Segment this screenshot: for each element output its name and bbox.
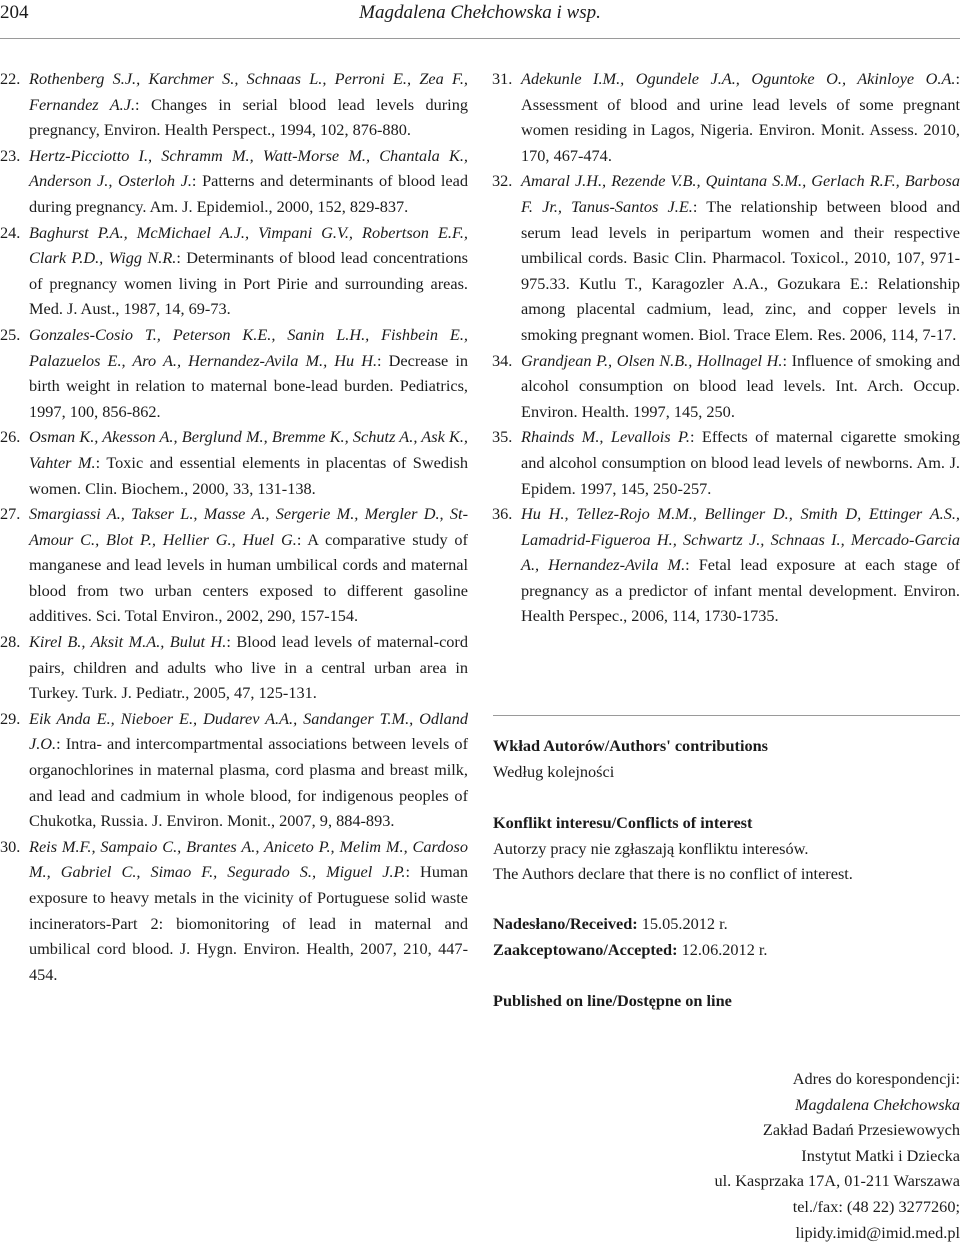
references-right-column	[492, 66, 960, 629]
reference-number: 35.	[492, 427, 513, 447]
contributions-text: Według kolejności	[493, 761, 615, 781]
received-value: 15.05.2012 r.	[637, 914, 728, 933]
reference-authors: Gonzales-Cosio T., Peterson K.E., Sanin L.H., Fishbein E., Palazuelos E., Aro A., Hernandez-Avila M., Hu H.	[29, 324, 468, 370]
page-header	[0, 0, 960, 44]
page-number: 204	[0, 2, 29, 23]
reference-text: : Patterns and determinants of blood lead during pregnancy. Am. J. Epidemiol., 2000, 152, 829-837.	[29, 171, 468, 216]
reference-text: : Influence of smoking and alcohol consumption on blood lead levels. Int. Arch. Occup. Environ. Health. 1997, 145, 250.	[521, 350, 960, 421]
reference-number: 31.	[492, 69, 513, 88]
reference-number: 28.	[0, 632, 21, 652]
conflict-of-interest	[493, 810, 960, 887]
address-email: lipidy.imid@imid.med.pl	[795, 1222, 960, 1242]
references-left-column	[0, 66, 468, 987]
reference-number: 25.	[0, 324, 21, 344]
reference-item	[492, 424, 960, 501]
reference-authors: Adekunle I.M., Ogundele J.A., Oguntoke O., Akinloye O.A.	[521, 69, 956, 88]
reference-number: 27.	[0, 504, 21, 524]
reference-item	[492, 501, 960, 629]
reference-authors: Eik Anda E., Nieboer E., Dudarev A.A., Sandanger T.M., Odland J.O.	[29, 708, 468, 754]
address-line: ul. Kasprzaka 17A, 01-211 Warszawa	[714, 1171, 960, 1191]
reference-authors: Baghurst P.A., McMichael A.J., Vimpani G.V., Robertson E.F., Clark P.D., Wigg N.R.	[29, 222, 468, 268]
received-date	[493, 911, 960, 937]
published-title: Published on line/Dostępne on line	[493, 991, 732, 1010]
reference-text: : A comparative study of manganese and lead levels in human umbilical cords and maternal blood from two urban centers exposed to different gasoline additives. Sci. Total Environ., 2002, 290, 157-154.	[29, 529, 468, 626]
reference-authors: Grandjean P., Olsen N.B., Hollnagel H.	[521, 350, 783, 370]
reference-authors: Amaral J.H., Rezende V.B., Quintana S.M., Gerlach R.F., Barbosa F. Jr., Tanus-Santos J.E.	[521, 171, 960, 216]
reference-number: 36.	[492, 504, 513, 524]
running-head: Magdalena Chełchowska i wsp.	[359, 2, 601, 23]
reference-text: : Changes in serial blood lead levels during pregnancy, Environ. Health Perspect., 1994, 102, 876-880.	[29, 94, 468, 140]
reference-number: 26.	[0, 427, 21, 447]
reference-text: : Fetal lead exposure at each stage of pregnancy as a predictor of infant mental development. Environ. Health Perspec., 2006, 114, 1730-1735.	[521, 555, 960, 626]
received-label: Nadesłano/Received:	[493, 914, 638, 933]
reference-item	[0, 629, 468, 706]
reference-text: : Toxic and essential elements in placentas of Swedish women. Clin. Biochem., 2000, 33, 131-138.	[29, 452, 468, 498]
reference-authors: Osman K., Akesson A., Berglund M., Bremme K., Schutz A., Ask K., Vahter M.	[29, 427, 468, 472]
reference-item	[0, 66, 468, 143]
reference-authors: Hu H., Tellez-Rojo M.M., Bellinger D., Smith D, Ettinger A.S., Lamadrid-Figueroa H., Schwartz J., Schnaas I., Mercado-Garcia A., Hernandez-Avila M.	[521, 504, 960, 575]
reference-number: 22.	[0, 69, 21, 88]
reference-number: 32.	[492, 171, 513, 191]
reference-item	[0, 143, 468, 220]
reference-item	[0, 220, 468, 322]
header-rule	[0, 38, 960, 39]
reference-number: 30.	[0, 836, 21, 856]
reference-text: : Decrease in birth weight in relation to maternal bone-lead burden. Pediatrics, 1997, 100, 856-862.	[29, 350, 468, 421]
reference-text: : Effects of maternal cigarette smoking and alcohol consumption on blood lead levels of newborns. Am. J. Epidem. 1997, 145, 250-257.	[521, 427, 960, 498]
reference-authors: Rothenberg S.J., Karchmer S., Schnaas L., Perroni E., Zea F., Fernandez A.J.	[29, 69, 468, 114]
address-phone: tel./fax: (48 22) 3277260;	[792, 1196, 960, 1216]
reference-item	[492, 348, 960, 425]
reference-text: : Determinants of blood lead concentrations of pregnancy women living in Port Pirie and surrounding areas. Med. J. Aust., 1987, 14, 69-73.	[29, 248, 468, 319]
address-name: Magdalena Chełchowska	[794, 1094, 960, 1114]
reference-text: : Blood lead levels of maternal-cord pairs, children and adults who live in a central urban area in Turkey. Turk. J. Pediatr., 2005, 47, 125-131.	[29, 632, 468, 703]
reference-authors: Smargiassi A., Takser L., Masse A., Sergerie M., Mergler D., St-Amour C., Blot P., Hellier G., Huel G.	[29, 504, 468, 549]
reference-item	[0, 424, 468, 501]
correspondence-address	[600, 1066, 960, 1245]
section-divider	[493, 715, 960, 716]
address-line: Zakład Badań Przesiewowych	[762, 1120, 960, 1140]
reference-number: 24.	[0, 222, 21, 242]
reference-text: : The relationship between blood and serum lead levels in peripartum women and their respective umbilical cords. Basic Clin. Pharmacol. Toxicol., 2010, 107, 971-975.33. Kutlu T., Karagozler A.A., Gozukara E.: Relationship among placental cadmium, lead, zinc, and copper levels in smoking pregnant women. Biol. Trace Elem. Res. 2006, 114, 7-17.	[521, 196, 960, 344]
reference-authors: Kirel B., Aksit M.A., Bulut H.	[29, 632, 227, 652]
reference-number: 34.	[492, 350, 513, 370]
address-line: Instytut Matki i Dziecka	[801, 1145, 960, 1165]
conflict-line-pl: Autorzy pracy nie zgłaszają konfliktu interesów.	[493, 838, 809, 858]
reference-text: : Intra- and intercompartmental associations between levels of organochlorines in maternal plasma, cord plasma and breast milk, and lead and cadmium in whole blood, for indigenous peoples of Chukotka, Russia. J. Environ. Monit., 2007, 9, 884-893.	[29, 734, 468, 831]
conflict-line-en: The Authors declare that there is no conflict of interest.	[493, 864, 853, 884]
submission-dates	[493, 911, 960, 962]
accepted-date	[493, 937, 960, 963]
authors-contributions	[493, 733, 960, 784]
contributions-title: Wkład Autorów/Authors' contributions	[493, 736, 769, 755]
reference-authors: Hertz-Picciotto I., Schramm M., Watt-Morse M., Chantala K., Anderson J., Osterloh J.	[29, 145, 468, 191]
address-label: Adres do korespondencji:	[792, 1069, 960, 1088]
reference-item	[0, 706, 468, 834]
reference-authors: Rhainds M., Levallois P.	[521, 427, 690, 447]
reference-item	[0, 322, 468, 424]
conflict-title: Konflikt interesu/Conflicts of interest	[493, 813, 753, 832]
reference-text: : Human exposure to heavy metals in the vicinity of Portuguese solid waste incinerators-Part 2: biomonitoring of lead in maternal and umbilical cord blood. J. Hygn. Environ. Health, 2007, 210, 447-454.	[29, 862, 468, 984]
reference-authors: Reis M.F., Sampaio C., Brantes A., Aniceto P., Melim M., Cardoso M., Gabriel C., Simao F., Segurado S., Miguel J.P.	[29, 836, 468, 882]
reference-text: : Assessment of blood and urine lead levels of some pregnant women residing in Lagos, Nigeria. Environ. Monit. Assess. 2010, 170, 467-474.	[521, 69, 960, 165]
reference-item	[492, 168, 960, 347]
reference-number: 29.	[0, 708, 21, 728]
accepted-value: 12.06.2012 r.	[677, 939, 768, 959]
published-online	[493, 988, 960, 1014]
reference-item	[0, 501, 468, 629]
reference-item	[0, 834, 468, 988]
accepted-label: Zaakceptowano/Accepted:	[493, 939, 678, 959]
reference-item	[492, 66, 960, 168]
reference-number: 23.	[0, 145, 21, 165]
